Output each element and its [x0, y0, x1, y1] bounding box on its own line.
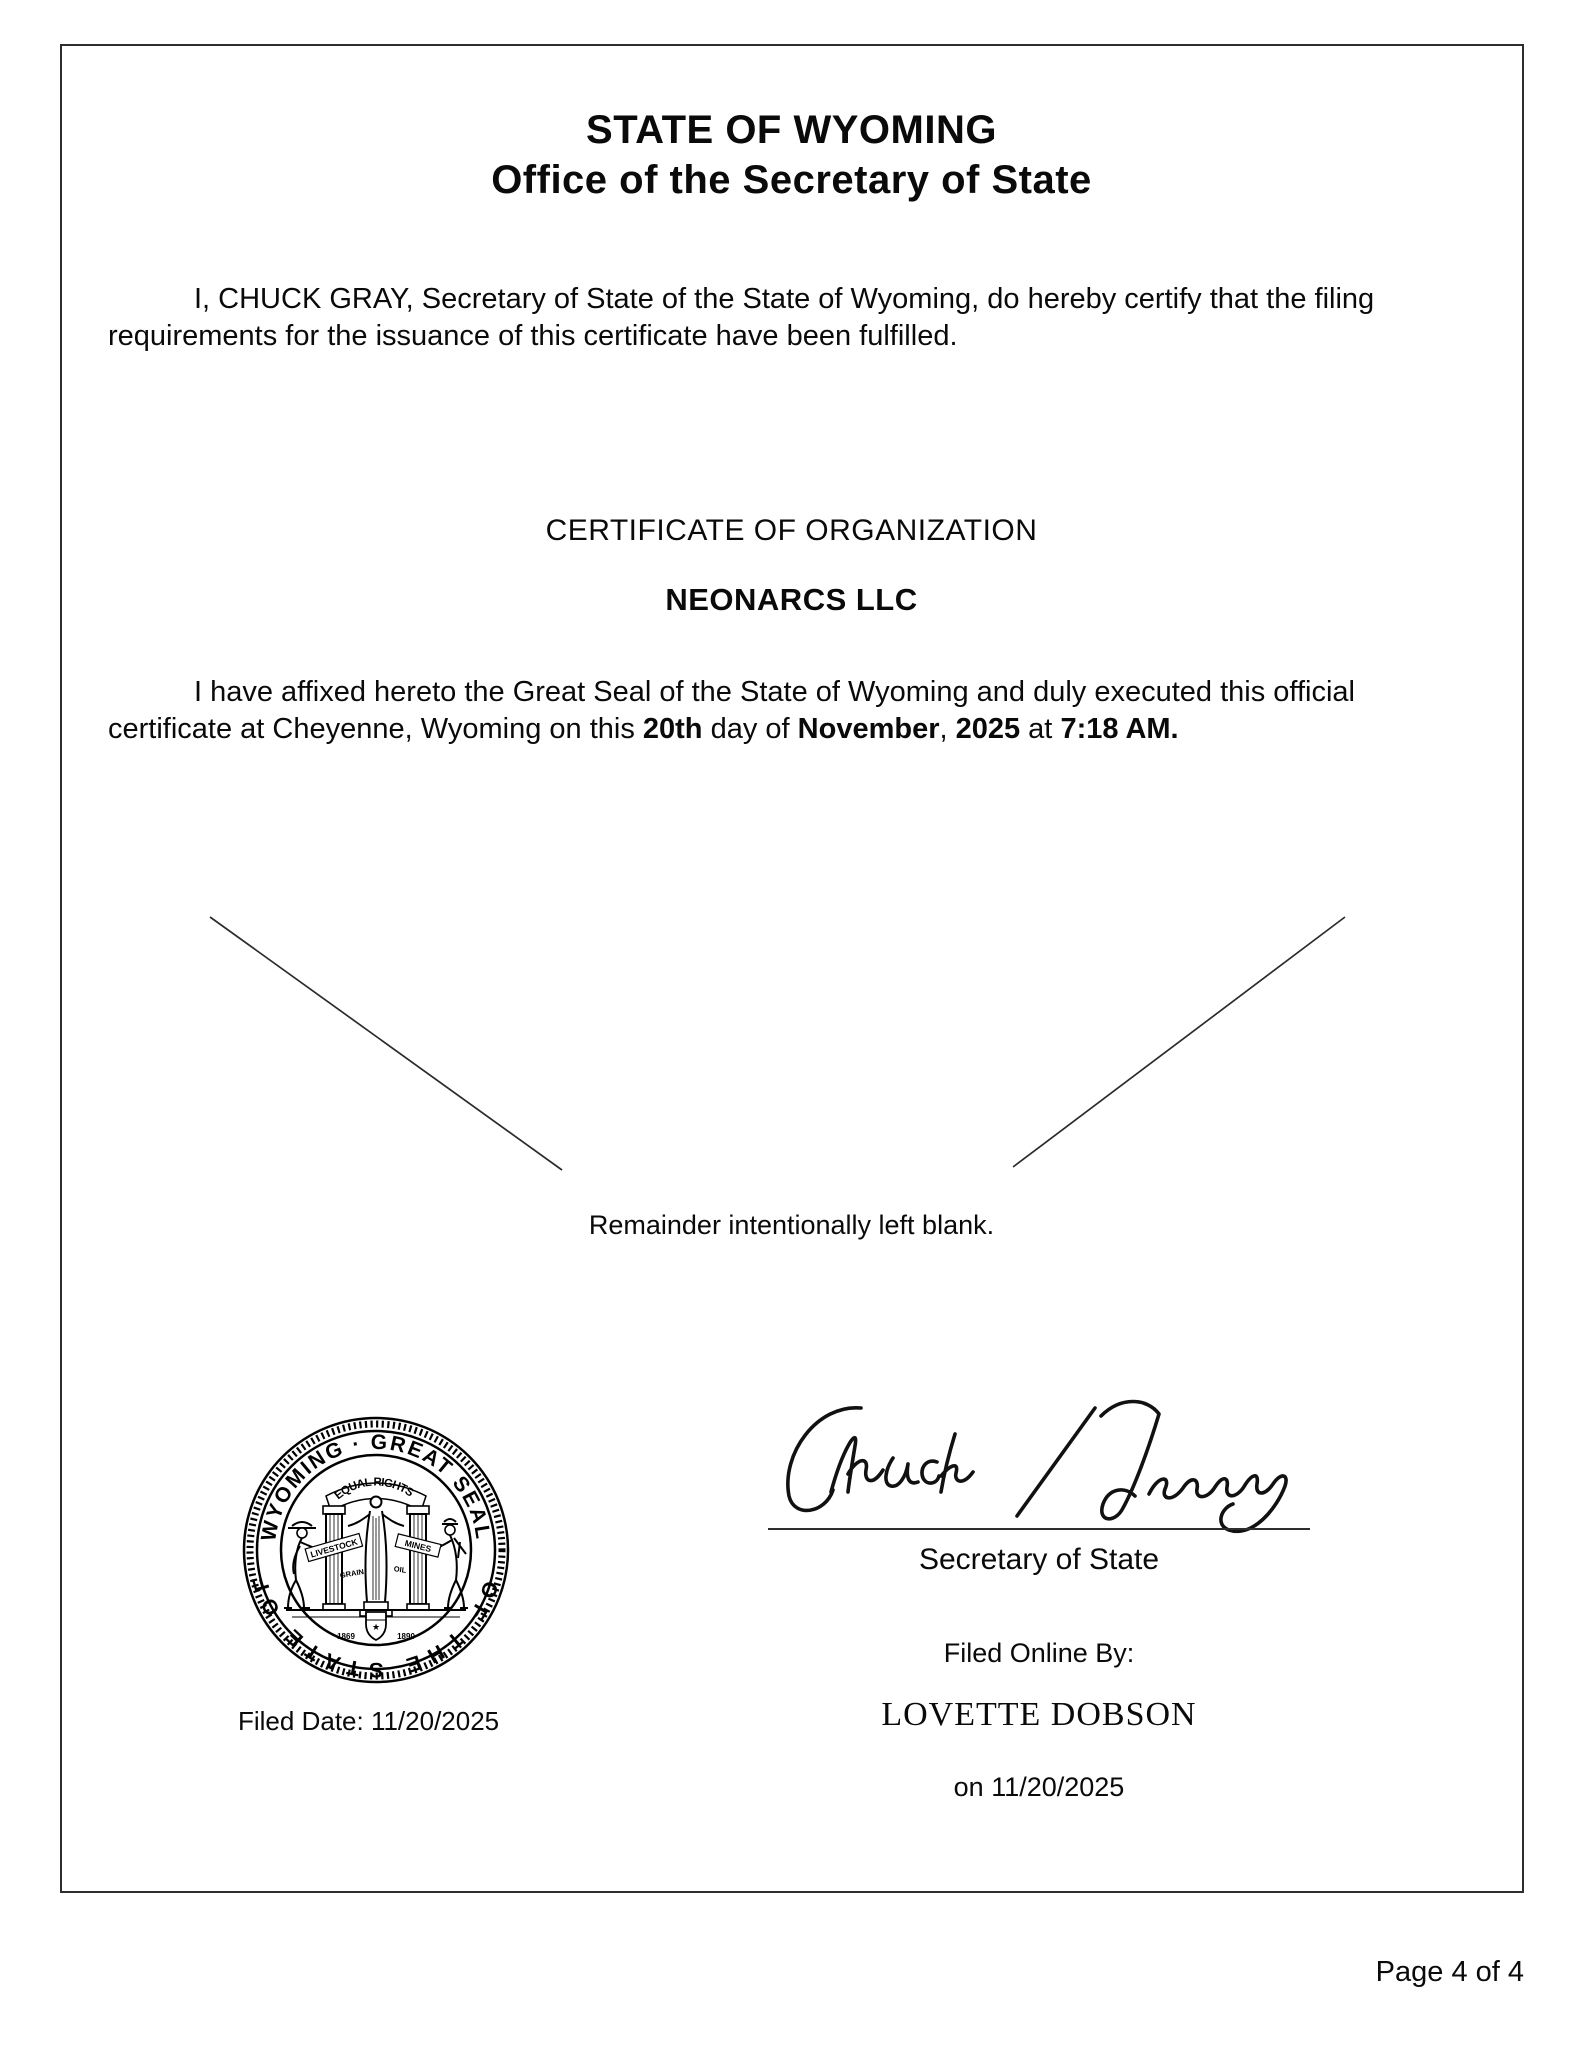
office-subtitle: Office of the Secretary of State [491, 158, 1092, 202]
execution-month: November [797, 713, 940, 745]
filed-date-label: Filed Date: 11/20/2025 [238, 1706, 500, 1736]
svg-text:MINES: MINES [403, 1537, 433, 1555]
remainder-note: Remainder intentionally left blank. [588, 1210, 995, 1240]
svg-text:LIVESTOCK: LIVESTOCK [309, 1536, 359, 1560]
seal-year-left: 1869 [337, 1632, 355, 1641]
execution-text-mid3: at [1020, 713, 1061, 745]
wyoming-great-seal-icon [240, 1414, 512, 1686]
certification-paragraph: I, CHUCK GRAY, Secretary of State of the State of Wyoming, do hereby certify that the filing requirements for the issuance of this certificate have been fulfilled. [108, 283, 1375, 352]
execution-day: 20th [642, 713, 703, 745]
filed-on-date: on 11/20/2025 [953, 1772, 1125, 1802]
execution-time: 7:18 AM. [1060, 713, 1179, 745]
signer-title: Secretary of State [918, 1543, 1160, 1576]
execution-year: 2025 [955, 713, 1021, 745]
state-title: STATE OF WYOMING [586, 108, 997, 152]
filed-online-label: Filed Online By: [943, 1638, 1135, 1668]
seal-star-icon: ★ [371, 1622, 381, 1632]
filer-name: LOVETTE DOBSON [881, 1696, 1197, 1733]
signature-line [768, 1528, 1310, 1530]
seal-ring-text-bottom: OF THE STATE OF [248, 1573, 503, 1682]
seal-ring-text-top: WYOMING · GREAT SEAL [257, 1430, 495, 1543]
execution-text-mid1: day of [702, 713, 798, 745]
seal-year-right: 1890 [397, 1632, 415, 1641]
execution-text-mid2: , [939, 713, 956, 745]
execution-text-start: I have affixed hereto the Great Seal of the State of Wyoming and duly executed this official certificate at Cheyenne, Wyoming on this [108, 676, 1355, 745]
certificate-type-title: CERTIFICATE OF ORGANIZATION [545, 514, 1038, 547]
entity-name: NEONARCS LLC [665, 582, 918, 617]
seal-oil-label: OIL [393, 1564, 407, 1575]
seal-grain-label: GRAIN [339, 1566, 365, 1581]
page-number: Page 4 of 4 [1375, 1956, 1524, 1988]
seal-banner-text: EQUAL RIGHTS [332, 1476, 416, 1503]
